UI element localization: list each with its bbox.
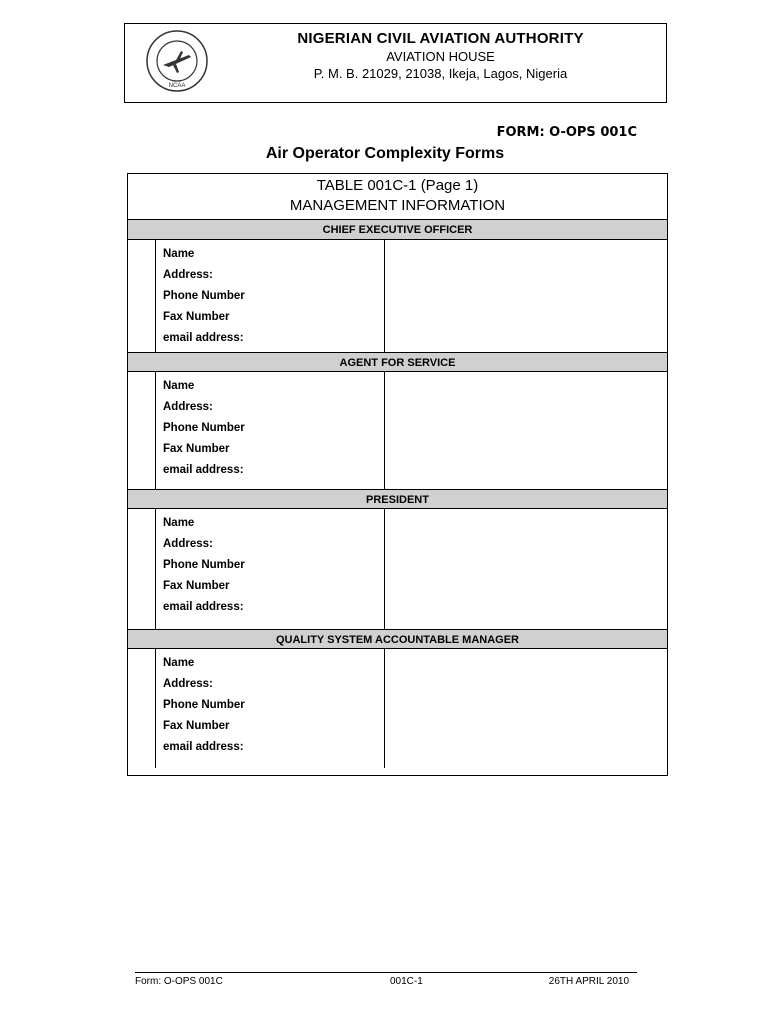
section-heading-ceo: CHIEF EXECUTIVE OFFICER bbox=[128, 220, 667, 240]
quality-manager-value-field[interactable] bbox=[385, 649, 667, 768]
label-phone: Phone Number bbox=[163, 290, 245, 302]
footer-form-code: Form: O-OPS 001C bbox=[135, 976, 223, 987]
section-quality-fields bbox=[128, 649, 667, 768]
ceo-value-field[interactable] bbox=[385, 240, 667, 352]
agent-value-field[interactable] bbox=[385, 372, 667, 489]
address-line-2: P. M. B. 21029, 21038, Ikeja, Lagos, Nigeria bbox=[313, 66, 568, 81]
label-address: Address: bbox=[163, 678, 213, 690]
table-heading bbox=[128, 174, 667, 220]
section-heading-president: PRESIDENT bbox=[128, 489, 667, 509]
address-line-1: AVIATION HOUSE bbox=[386, 49, 495, 64]
label-phone: Phone Number bbox=[163, 559, 245, 571]
section-ceo-fields bbox=[128, 240, 667, 352]
label-email: email address: bbox=[163, 601, 244, 613]
label-email: email address: bbox=[163, 464, 244, 476]
management-table bbox=[127, 173, 668, 776]
label-address: Address: bbox=[163, 401, 213, 413]
label-name: Name bbox=[163, 517, 195, 529]
label-address: Address: bbox=[163, 269, 213, 281]
section-heading-quality-manager: QUALITY SYSTEM ACCOUNTABLE MANAGER bbox=[128, 629, 667, 649]
label-fax: Fax Number bbox=[163, 580, 230, 592]
label-name: Name bbox=[163, 380, 195, 392]
label-email: email address: bbox=[163, 741, 244, 753]
table-title-line-1: TABLE 001C-1 (Page 1) bbox=[316, 177, 479, 194]
footer-page-number: 001C-1 bbox=[390, 976, 423, 987]
authority-name: NIGERIAN CIVIL AVIATION AUTHORITY bbox=[297, 30, 584, 47]
president-value-field[interactable] bbox=[385, 509, 667, 629]
label-phone: Phone Number bbox=[163, 422, 245, 434]
label-fax: Fax Number bbox=[163, 311, 230, 323]
section-heading-agent: AGENT FOR SERVICE bbox=[128, 352, 667, 372]
label-phone: Phone Number bbox=[163, 699, 245, 711]
label-fax: Fax Number bbox=[163, 443, 230, 455]
ncaa-logo bbox=[145, 29, 209, 93]
label-fax: Fax Number bbox=[163, 720, 230, 732]
label-name: Name bbox=[163, 657, 195, 669]
section-president-fields bbox=[128, 509, 667, 629]
section-agent-fields bbox=[128, 372, 667, 489]
letterhead-box bbox=[124, 23, 667, 103]
label-name: Name bbox=[163, 248, 195, 260]
logo-text: NCAA bbox=[168, 83, 186, 89]
form-code: FORM: O-OPS 001C bbox=[496, 125, 637, 140]
table-title-line-2: MANAGEMENT INFORMATION bbox=[289, 197, 506, 214]
document-title: Air Operator Complexity Forms bbox=[265, 145, 505, 162]
footer-date: 26TH APRIL 2010 bbox=[548, 976, 629, 987]
label-address: Address: bbox=[163, 538, 213, 550]
label-email: email address: bbox=[163, 332, 244, 344]
page-footer bbox=[135, 972, 637, 987]
